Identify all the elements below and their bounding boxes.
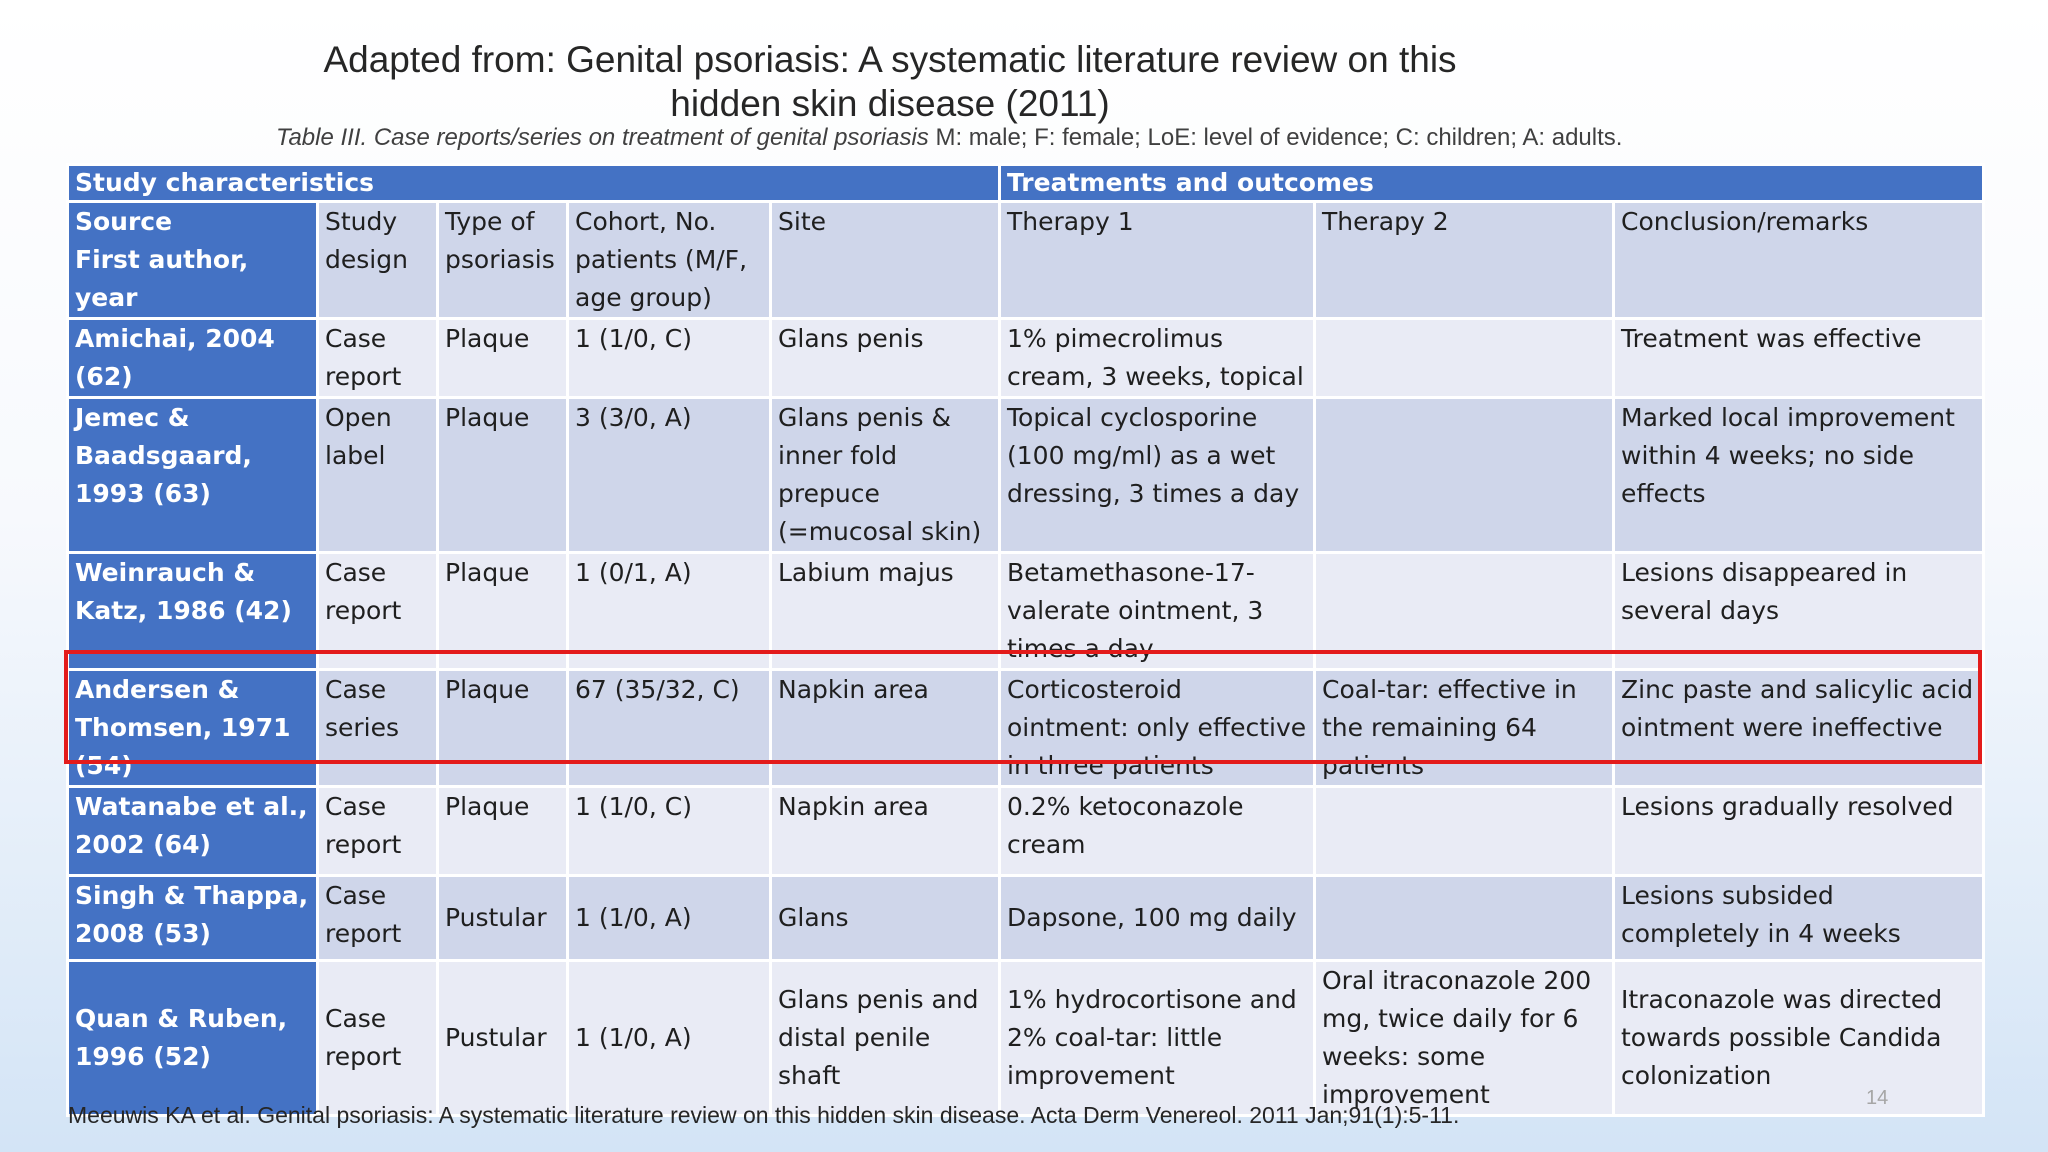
column-header-study-design: Study design [318,202,438,319]
cell-therapy-1: 1% hydrocortisone and 2% coal-tar: little improvement [1000,961,1315,1116]
cell-site: Napkin area [771,787,1000,876]
table-row [68,319,1984,398]
cell-conclusion: Lesions subsided completely in 4 weeks [1614,876,1984,961]
cell-therapy-1: 1% pimecrolimus cream, 3 weeks, topical [1000,319,1315,398]
cell-conclusion: Lesions gradually resolved [1614,787,1984,876]
table-row [68,787,1984,876]
cell-conclusion: Treatment was effective [1614,319,1984,398]
cell-site: Glans penis & inner fold prepuce (=mucosal skin) [771,398,1000,553]
cell-therapy-2 [1315,553,1614,670]
cell-source: Andersen & Thomsen, 1971 (54) [68,670,318,787]
table-row [68,961,1984,1116]
cell-type: Plaque [438,787,568,876]
caption-legend: M: male; F: female; LoE: level of evidence; C: children; A: adults. [928,124,1623,151]
cell-study-design: Case report [318,876,438,961]
cell-study-design: Case report [318,787,438,876]
column-header-type: Type of psoriasis [438,202,568,319]
column-header-site: Site [771,202,1000,319]
citation-footnote: Meeuwis KA et al. Genital psoriasis: A systematic literature review on this hidden skin disease. Acta Derm Venereol. 2011 Jan;91(1):5-11. [68,1102,1460,1128]
cell-therapy-1: 0.2% ketoconazole cream [1000,787,1315,876]
cell-conclusion: Zinc paste and salicylic acid ointment were ineffective [1614,670,1984,787]
table-row-highlighted [68,670,1984,787]
group-header-treatments-outcomes: Treatments and outcomes [1000,165,1984,202]
cell-therapy-2: Coal-tar: effective in the remaining 64 patients [1315,670,1614,787]
cell-source: Jemec & Baadsgaard, 1993 (63) [68,398,318,553]
column-header-cohort: Cohort, No. patients (M/F, age group) [568,202,771,319]
cell-source: Quan & Ruben, 1996 (52) [68,961,318,1116]
cell-cohort: 1 (1/0, C) [568,787,771,876]
cell-site: Glans penis [771,319,1000,398]
column-header-conclusion: Conclusion/remarks [1614,202,1984,319]
treatment-table [66,163,1985,1117]
cell-therapy-1: Topical cyclosporine (100 mg/ml) as a wet dressing, 3 times a day [1000,398,1315,553]
cell-therapy-1: Corticosteroid ointment: only effective in three patients [1000,670,1315,787]
cell-source: Amichai, 2004 (62) [68,319,318,398]
table-row [68,553,1984,670]
cell-source: Singh & Thappa, 2008 (53) [68,876,318,961]
cell-therapy-1: Dapsone, 100 mg daily [1000,876,1315,961]
cell-study-design: Case report [318,961,438,1116]
cell-type: Plaque [438,553,568,670]
cell-type: Plaque [438,670,568,787]
cell-conclusion: Marked local improvement within 4 weeks; no side effects [1614,398,1984,553]
cell-study-design: Case report [318,319,438,398]
cell-source: Watanabe et al., 2002 (64) [68,787,318,876]
cell-conclusion: Lesions disappeared in several days [1614,553,1984,670]
cell-type: Plaque [438,319,568,398]
table-caption [276,124,2016,152]
column-header-therapy-1: Therapy 1 [1000,202,1315,319]
cell-study-design: Case report [318,553,438,670]
cell-site: Glans penis and distal penile shaft [771,961,1000,1116]
cell-cohort: 3 (3/0, A) [568,398,771,553]
cell-cohort: 1 (0/1, A) [568,553,771,670]
cell-cohort: 1 (1/0, C) [568,319,771,398]
caption-title: Table III. Case reports/series on treatment of genital psoriasis [276,124,929,151]
cell-therapy-2 [1315,787,1614,876]
cell-therapy-2 [1315,398,1614,553]
cell-therapy-2 [1315,319,1614,398]
cell-therapy-1: Betamethasone-17-valerate ointment, 3 times a day [1000,553,1315,670]
cell-therapy-2: Oral itraconazole 200 mg, twice daily for 6 weeks: some improvement [1315,961,1614,1116]
cell-site: Napkin area [771,670,1000,787]
column-header-therapy-2: Therapy 2 [1315,202,1614,319]
cell-study-design: Case series [318,670,438,787]
cell-type: Pustular [438,961,568,1116]
column-header-source: Source First author, year [68,202,318,319]
cell-site: Glans [771,876,1000,961]
group-header-row [68,165,1984,202]
cell-type: Plaque [438,398,568,553]
group-header-study-characteristics: Study characteristics [68,165,1000,202]
cell-cohort: 1 (1/0, A) [568,876,771,961]
cell-cohort: 1 (1/0, A) [568,961,771,1116]
cell-source: Weinrauch & Katz, 1986 (42) [68,553,318,670]
cell-therapy-2 [1315,876,1614,961]
cell-conclusion: Itraconazole was directed towards possible Candida colonization [1614,961,1984,1116]
table-row [68,876,1984,961]
table-row [68,398,1984,553]
cell-study-design: Open label [318,398,438,553]
column-header-row [68,202,1984,319]
slide-title: Adapted from: Genital psoriasis: A systematic literature review on this hidden skin disease (2011) [323,39,1457,124]
page-number: 14 [1866,1087,1889,1109]
cell-type: Pustular [438,876,568,961]
cell-site: Labium majus [771,553,1000,670]
cell-cohort: 67 (35/32, C) [568,670,771,787]
